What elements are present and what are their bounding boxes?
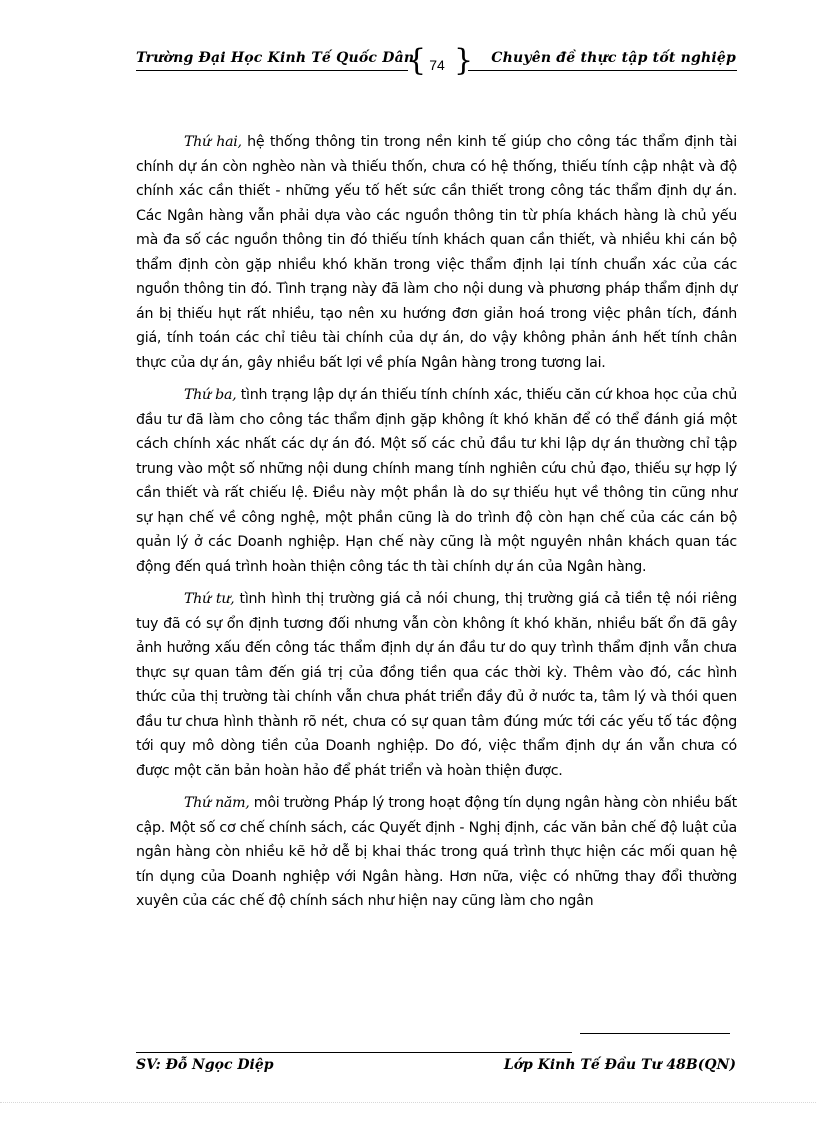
paragraph-text: môi trường Pháp lý trong hoạt động tín dụng ngân hàng còn nhiều bất cập. Một số cơ chế chính sách, các Quyết định - Nghị định, các văn bản chế độ luật của ngân hàng còn nhiều kẽ hở dễ bị khai thác trong quá trình thực hiện các mối quan hệ tín dụng của Doanh nghiệp với Ngân hàng. Hơn nữa, việc có những thay đổi thường xuyên của các chế độ chính sách như hiện nay cũng làm cho ngân <box>136 795 737 909</box>
footer-student: SV: Đỗ Ngọc Diệp <box>136 1057 274 1073</box>
paragraph-text: hệ thống thông tin trong nền kinh tế giúp cho công tác thẩm định tài chính dự án còn nghèo nàn và thiếu thốn, chưa có hệ thống, thiếu tính cập nhật và độ chính xác cần thiết - những yếu tố hết sức cần thiết trong công tác thẩm định dự án. Các Ngân hàng vẫn phải dựa vào các nguồn thông tin từ phía khách hàng là chủ yếu mà đa số các nguồn thông tin đó thiếu tính khách quan cần thiết, và nhiều khi cán bộ thẩm định còn gặp nhiều khó khăn trong việc thẩm định lại tính chuẩn xác của các nguồn thông tin đó. Tình trạng này đã làm cho nội dung và phương pháp thẩm định dự án bị thiếu hụt rất nhiều, tạo nên xu hướng đơn giản hoá trong việc phân tích, đánh giá, tính toán các chỉ tiêu tài chính của dự án, do vậy không phản ánh hết tính chân thực của dự án, gây nhiều bất lợi về phía Ngân hàng trong tương lai. <box>136 134 737 371</box>
left-brace-decoration: { <box>407 43 427 78</box>
paragraph-lead: Thứ hai, <box>184 134 242 150</box>
page-edge-divider <box>0 1102 816 1103</box>
paragraph-text: tình hình thị trường giá cả nói chung, thị trường giá cả tiền tệ nói riêng tuy đã có sự ổn định tương đối nhưng vẫn còn không ít khó khăn, nhiều bất ổn đã gây ảnh hưởng xấu đến công tác thẩm định dự án đầu tư do quy trình thẩm định vẫn chưa thực sự quan tâm đến giá trị của đồng tiền qua các thời kỳ. Thêm vào đó, các hình thức của thị trường tài chính vẫn chưa phát triển đầy đủ ở nước ta, tâm lý và thói quen đầu tư chưa hình thành rõ nét, chưa có sự quan tâm đúng mức tới các yếu tố tác động tới quy mô dòng tiền của Doanh nghiệp. Do đó, việc thẩm định dự án vẫn chưa có được một căn bản hoàn hảo để phát triển và hoàn thiện được. <box>136 591 738 779</box>
header-rule-left <box>136 70 408 71</box>
footer-rule <box>136 1052 572 1053</box>
body-text <box>136 130 737 922</box>
paragraph-lead: Thứ ba, <box>184 387 237 403</box>
paragraph-lead: Thứ tư, <box>184 591 235 607</box>
paragraph-thu-nam <box>136 791 737 914</box>
page-number: 74 <box>429 57 445 73</box>
right-brace-decoration: } <box>454 43 474 78</box>
footer-class: Lớp Kinh Tế Đầu Tư 48B(QN) <box>503 1057 736 1073</box>
header-school: Trường Đại Học Kinh Tế Quốc Dân <box>136 50 415 66</box>
paragraph-thu-ba <box>136 383 737 579</box>
header-subject: Chuyên đề thực tập tốt nghiệp <box>491 50 736 66</box>
paragraph-thu-hai <box>136 130 737 375</box>
paragraph-text: tình trạng lập dự án thiếu tính chính xác, thiếu căn cứ khoa học của chủ đầu tư đã làm cho công tác thẩm định gặp không ít khó khăn để có thể đánh giá một cách chính xác nhất các dự án đó. Một số các chủ đầu tư khi lập dự án thường chỉ tập trung vào một số những nội dung chính mang tính nghiên cứu chủ đạo, thiếu sự hợp lý cần thiết và rất chiếu lệ. Điều này một phần là do sự thiếu hụt về thông tin cũng như sự hạn chế về công nghệ, một phần cũng là do trình độ còn hạn chế của các cán bộ quản lý ở các Doanh nghiệp. Hạn chế này cũng là một nguyên nhân khách quan tác động đến quá trình hoàn thiện công tác th tài chính dự án của Ngân hàng. <box>136 387 738 575</box>
header-rule-right <box>468 70 737 71</box>
paragraph-thu-tu <box>136 587 737 783</box>
footnote-separator <box>580 1033 730 1034</box>
paragraph-lead: Thứ năm, <box>184 795 250 811</box>
